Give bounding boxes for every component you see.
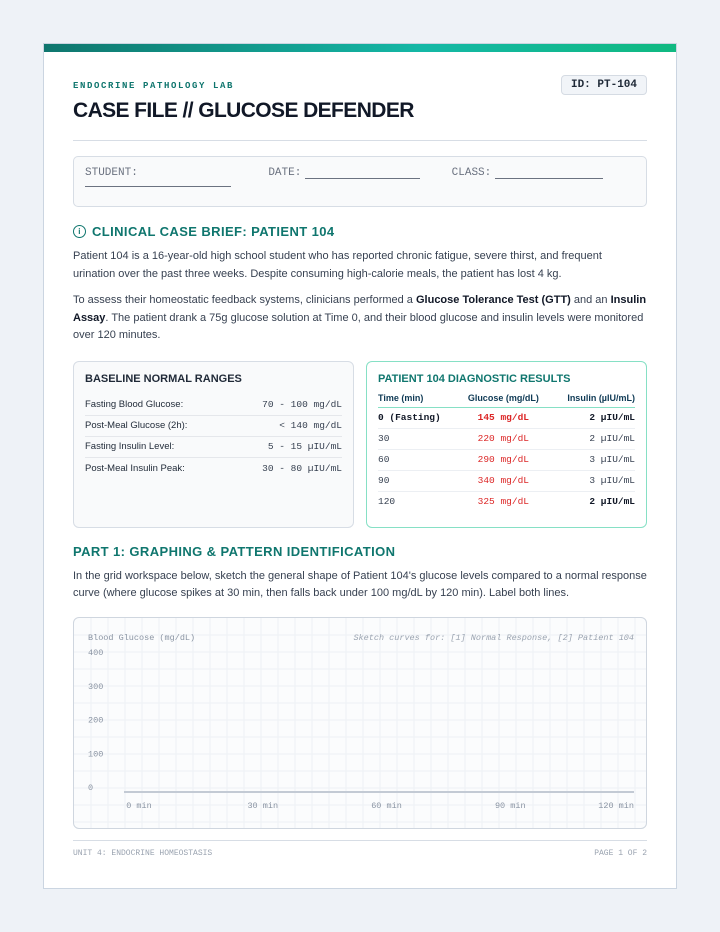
diagnostic-table xyxy=(378,393,635,513)
footer-unit: UNIT 4: ENDOCRINE HOMEOSTASIS xyxy=(73,849,213,858)
baseline-value: 30 - 80 µIU/mL xyxy=(262,462,342,474)
case-brief-paragraph-2 xyxy=(73,292,647,345)
graph-y-tick-label: 400 xyxy=(88,647,104,658)
class-line xyxy=(495,168,603,179)
part1-heading: PART 1: GRAPHING & PATTERN IDENTIFICATION xyxy=(73,543,396,559)
cell-glucose: 145 mg/dL xyxy=(458,407,549,428)
col-insulin: Insulin (µIU/mL) xyxy=(549,393,635,408)
p2-text-e: . The patient drank a 75g glucose solution at Time 0, and their blood glucose and insulin levels were monitored over 120 minutes. xyxy=(73,311,644,341)
col-glucose: Glucose (mg/dL) xyxy=(458,393,549,408)
page-title: CASE FILE // GLUCOSE DEFENDER xyxy=(73,99,414,122)
case-brief-title: CLINICAL CASE BRIEF: PATIENT 104 xyxy=(92,224,335,239)
diagnostic-row xyxy=(378,449,635,470)
case-brief-paragraph-1: Patient 104 is a 16-year-old high school student who has reported chronic fatigue, severe thirst, and frequent urination over the past three weeks. Despite consuming high-calorie meals, the patient has lost 4 kg. xyxy=(73,250,602,280)
diagnostic-row xyxy=(378,491,635,512)
date-line xyxy=(305,168,420,179)
accent-bar xyxy=(44,44,676,52)
cell-insulin: 3 µIU/mL xyxy=(549,449,635,470)
baseline-row xyxy=(85,458,342,479)
student-label: STUDENT: xyxy=(85,167,138,179)
baseline-row xyxy=(85,437,342,458)
baseline-ranges-card xyxy=(73,361,354,528)
student-field[interactable] xyxy=(85,167,268,179)
class-label: CLASS: xyxy=(451,167,492,179)
baseline-value: < 140 mg/dL xyxy=(279,420,342,431)
cell-glucose: 290 mg/dL xyxy=(458,449,549,470)
cell-time: 60 xyxy=(378,449,458,470)
graph-y-axis-label: Blood Glucose (mg/dL) xyxy=(88,632,196,643)
cell-time: 90 xyxy=(378,470,458,491)
graph-y-tick-label: 0 xyxy=(88,782,94,793)
diagnostic-row xyxy=(378,428,635,449)
graph-grid xyxy=(74,618,647,829)
graph-x-tick-label: 90 min xyxy=(494,800,526,811)
p2-text-c: and an xyxy=(570,294,611,306)
cell-time: 120 xyxy=(378,496,396,508)
graph-x-tick-label: 60 min xyxy=(371,800,402,811)
page-footer xyxy=(73,840,647,858)
baseline-label: Post-Meal Glucose (2h): xyxy=(85,420,188,431)
cell-glucose: 340 mg/dL xyxy=(458,470,549,491)
student-info-box xyxy=(73,156,647,207)
cell-glucose: 220 mg/dL xyxy=(458,428,549,449)
info-icon: i xyxy=(73,225,86,238)
patient-id-badge: ID: PT-104 xyxy=(561,75,647,95)
insulin-assay-term: Insulin Assay xyxy=(73,294,647,324)
data-cards xyxy=(73,361,647,528)
baseline-value: 5 - 15 µIU/mL xyxy=(267,441,342,452)
diagnostic-header-row xyxy=(378,393,635,408)
class-field[interactable] xyxy=(452,167,635,179)
graph-workspace[interactable] xyxy=(73,617,647,829)
cell-time: 30 xyxy=(378,428,458,449)
p2-text-a: To assess their homeostatic feedback systems, clinicians performed a xyxy=(73,294,416,306)
cell-insulin: 2 µIU/mL xyxy=(549,428,635,449)
gtt-term: Glucose Tolerance Test (GTT) xyxy=(415,294,571,306)
baseline-row xyxy=(85,395,342,416)
date-field[interactable] xyxy=(268,167,451,179)
student-line xyxy=(85,179,231,187)
lab-label: ENDOCRINE PATHOLOGY LAB xyxy=(73,81,235,91)
baseline-label: Fasting Insulin Level: xyxy=(85,441,175,452)
baseline-label: Post-Meal Insulin Peak: xyxy=(85,462,185,474)
diagnostic-title: PATIENT 104 DIAGNOSTIC RESULTS xyxy=(378,372,571,385)
graph-y-tick-label: 100 xyxy=(88,748,104,759)
case-brief-heading xyxy=(73,224,647,239)
baseline-value: 70 - 100 mg/dL xyxy=(262,399,342,410)
graph-y-tick-label: 200 xyxy=(88,715,104,725)
graph-x-tick-label: 120 min xyxy=(598,800,634,811)
baseline-title: BASELINE NORMAL RANGES xyxy=(85,372,242,385)
graph-x-tick-label: 0 min xyxy=(126,800,152,811)
diagnostic-row xyxy=(378,470,635,491)
page-header xyxy=(73,52,647,141)
baseline-list xyxy=(85,395,342,479)
cell-time: 0 (Fasting) xyxy=(378,407,458,428)
worksheet-page xyxy=(43,43,677,889)
graph-x-tick-label: 30 min xyxy=(247,800,279,811)
diagnostic-row xyxy=(378,407,635,428)
graph-sketch-note: Sketch curves for: [1] Normal Response, [2] Patient 104 xyxy=(353,632,634,643)
diagnostic-results-card xyxy=(366,361,647,528)
baseline-row xyxy=(85,416,342,437)
date-label: DATE: xyxy=(268,167,302,179)
baseline-label: Fasting Blood Glucose: xyxy=(85,399,184,410)
part1-instructions: In the grid workspace below, sketch the general shape of Patient 104's glucose levels compared to a normal response curve (where glucose spikes at 30 min, then falls back under 100 mg/dL by 120 min). Label both lines. xyxy=(73,569,647,599)
cell-insulin: 2 µIU/mL xyxy=(549,407,635,428)
cell-insulin: 2 µIU/mL xyxy=(589,496,635,508)
graph-y-tick-label: 300 xyxy=(88,681,104,692)
footer-page-number: PAGE 1 OF 2 xyxy=(594,849,647,858)
cell-glucose: 325 mg/dL xyxy=(477,496,529,508)
col-time: Time (min) xyxy=(378,393,458,408)
cell-insulin: 3 µIU/mL xyxy=(549,470,635,491)
